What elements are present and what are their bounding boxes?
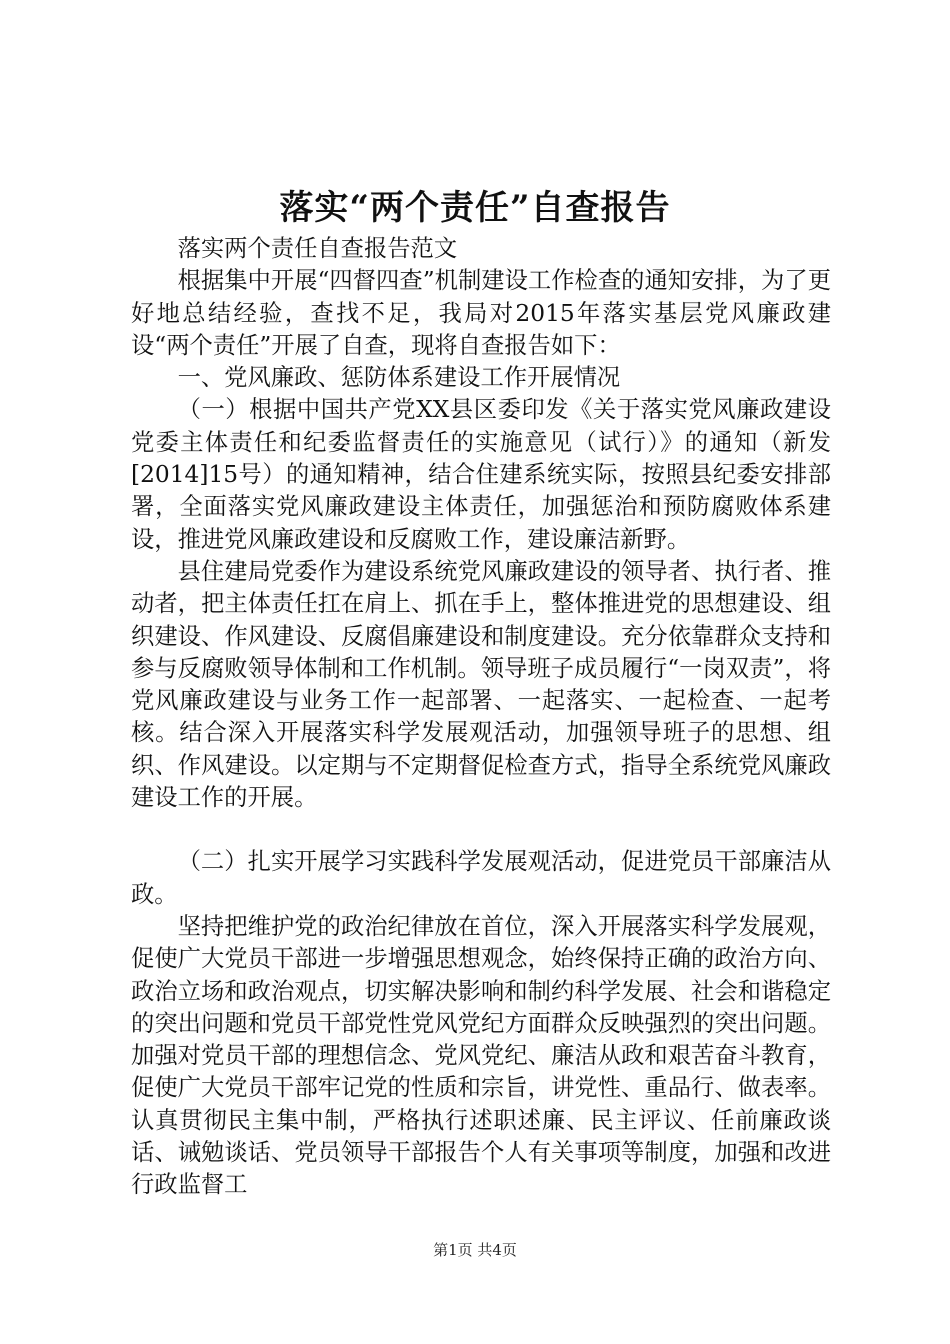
paragraph-subtitle: 落实两个责任自查报告范文 [177,235,458,262]
paragraph-party-committee: 县住建局党委作为建设系统党风廉政建设的领导者、执行者、推动者，把主体责任扛在肩上、抓在手上，整体推进党的思想建设、组织建设、作风建设、反腐倡廉建设和制度建设。充分依靠群众支持和参与反腐败领导体制和工作机制。领导班子成员履行“一岗双责”，将党风廉政建设与业务工作一起部署、一起落实、一起检查、一起考核。结合深入开展落实科学发展观活动，加强领导班子的思想、组织、作风建设。以定期与不定期督促检查方式，指导全系统党风廉政建设工作的开展。 [131,557,831,812]
paragraph-intro: 根据集中开展“四督四查”机制建设工作检查的通知安排，为了更好地总结经验，查找不足，我局对2015年落实基层党风廉政建设“两个责任”开展了自查，现将自查报告如下： [131,267,831,359]
document-title: 落实“两个责任”自查报告 [279,188,671,228]
paragraph-discipline: 坚持把维护党的政治纪律放在首位，深入开展落实科学发展观，促使广大党员干部进一步增强思想观念，始终保持正确的政治方向、政治立场和政治观点，切实解决影响和制约科学发展、社会和谐稳定的突出问题和党员干部党性党风党纪方面群众反映强烈的突出问题。加强对党员干部的理想信念、党风党纪、廉洁从政和艰苦奋斗教育，促使广大党员干部牢记党的性质和宗旨，讲党性、重品行、做表率。认真贯彻民主集中制，严格执行述职述廉、民主评议、任前廉政谈话、诫勉谈话、党员领导干部报告个人有关事项等制度，加强和改进行政监督工 [131,912,831,1199]
paragraph-item-1: （一）根据中国共产党XX县区委印发《关于落实党风廉政建设党委主体责任和纪委监督责任的实施意见（试行）》的通知（新发[2014]15号）的通知精神，结合住建系统实际，按照县纪委安排部署，全面落实党风廉政建设主体责任，加强惩治和预防腐败体系建设，推进党风廉政建设和反腐败工作，建设廉洁新野。 [131,396,831,553]
section-heading-1: 一、党风廉政、惩防体系建设工作开展情况 [177,364,621,392]
page-number-footer: 第1页 共4页 [433,1241,517,1259]
document-body [131,233,831,1202]
paragraph-item-2: （二）扎实开展学习实践科学发展观活动，促进党员干部廉洁从政。 [131,848,831,908]
